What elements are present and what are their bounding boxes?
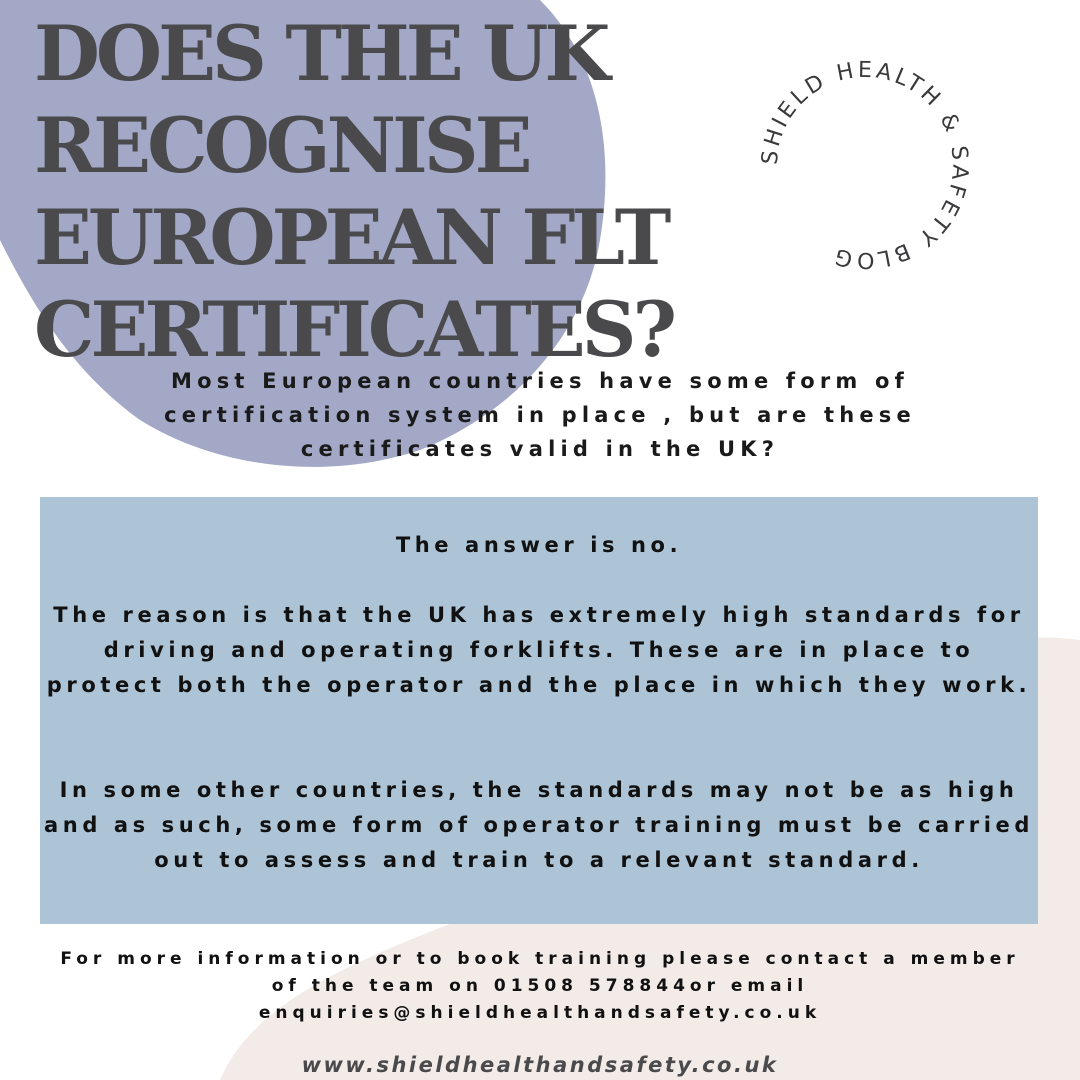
reason-text: The reason is that the UK has extremely high standards for driving and operating forklifts. These are in place to protect both the operator and the place in which they work. [46, 603, 1032, 697]
answer-text: The answer is no. [395, 533, 683, 557]
headline: DOES THE UK RECOGNISE EUROPEAN FLT CERTIFICATES? [34, 9, 674, 374]
answer-panel [40, 497, 1038, 924]
website-link[interactable]: www.shieldhealthandsafety.co.uk [301, 1053, 779, 1077]
contact-text: For more information or to book training please contact a member of the team on 01508 578844or email enquiries@shieldhealthandsafety.co.uk [60, 949, 1020, 1023]
other-countries-text: In some other countries, the standards may not be as high and as such, some form of operator training must be carried out to assess and train to a relevant standard. [44, 778, 1034, 872]
seal-text: SHIELD HEALTH & SAFETY BLOG [757, 57, 973, 273]
blog-seal [740, 40, 990, 290]
svg-text:SHIELD HEALTH & SAFETY BLOG [758, 58, 973, 272]
intro-text: Most European countries have some form of certification system in place , but are these certificates valid in the UK? [164, 369, 916, 461]
